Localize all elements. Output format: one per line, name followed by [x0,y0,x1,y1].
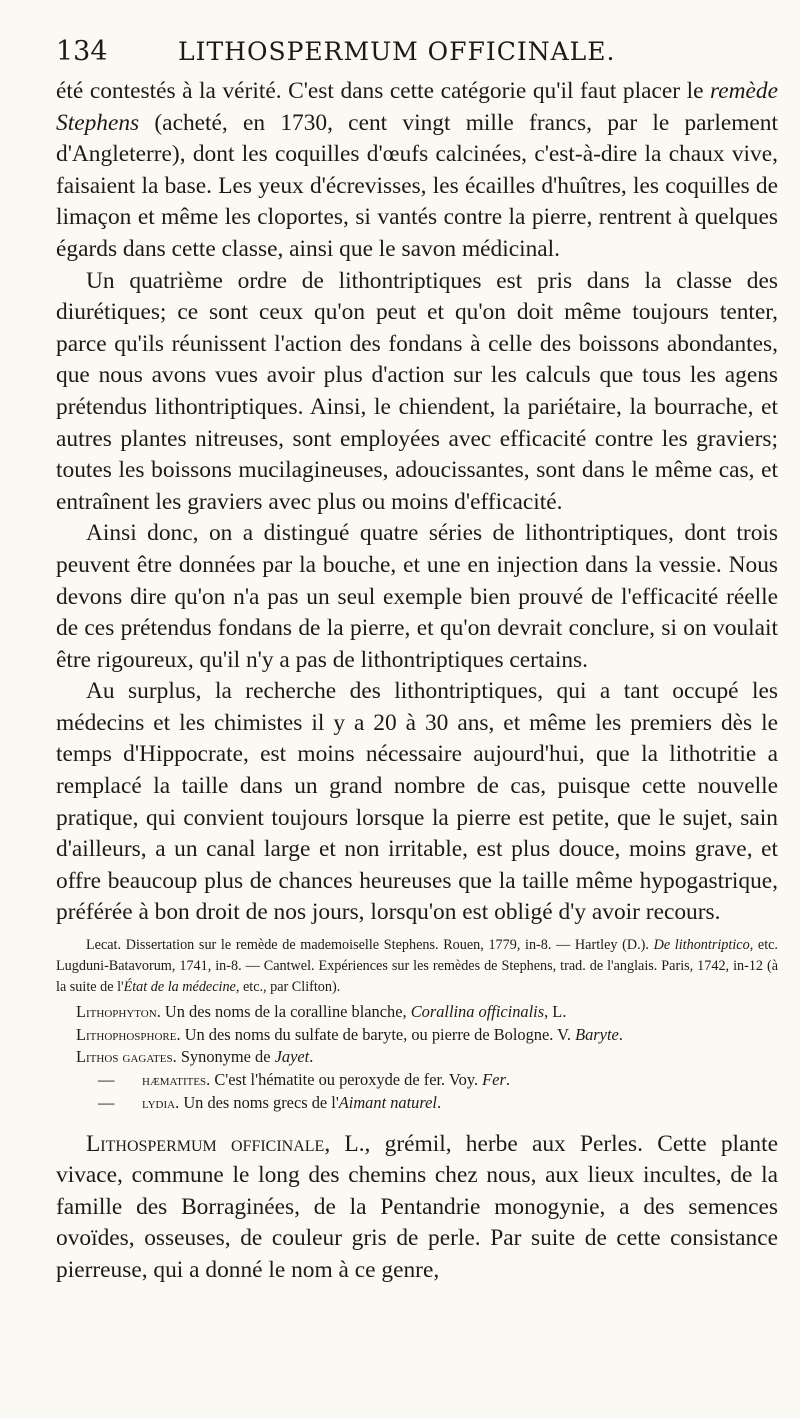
bib-italic-1: De lithontriptico [653,937,750,954]
entry-term: Lithos gagates [76,1047,173,1067]
entry-lithos-gagates [56,1046,778,1069]
running-title: LITHOSPERMUM OFFICINALE. [178,37,616,66]
bib-text-e: , etc., par Clifton). [235,979,341,996]
entry-italic: Jayet [274,1047,310,1067]
bib-text-a: Lecat. Dissertation sur le remède de mademoiselle Stephens. Rouen, 1779, in-8. — Hartley (D.). [86,937,654,954]
entry-italic: Baryte [575,1024,619,1044]
p1-text-c: (acheté, en 1730, cent vingt mille francs, par le parlement d'Angleterre), dont les coquilles d'œufs calcinées, c'est-à-dire la chaux vive, faisaient la base. Les yeux d'écrevisses, les écailles d'huîtres, les coquilles de limaçon et même les cloportes, si vantés contre la pierre, rentrent à quelques égards dans cette classe, ainsi que le savon médicinal. [56,109,778,262]
entry-tail: . [618,1024,623,1044]
entry-italic: Aimant naturel [338,1092,437,1112]
p1-text-a: été contestés à la vérité. C'est dans cette catégorie qu'il faut placer le [56,78,711,104]
paragraph-3: Ainsi donc, on a distingué quatre séries de lithontriptiques, dont trois peuvent être données par la bouche, et une en injection dans la vessie. Nous devons dire qu'on n'a pas un seul exemple bien prouvé de l'efficacité réelle de ces prétendus fondans de la pierre, et qu'on devrait conclure, si on voulait être rigoureux, qu'il n'y a pas de lithontriptiques certains. [56,520,778,673]
page-header [56,36,778,76]
entry-text: . Un des noms du sulfate de baryte, ou pierre de Bologne. V. [176,1024,576,1044]
entry-term: Lithophyton [76,1002,157,1022]
paragraph-1 [56,76,778,266]
entry-lithophosphore [56,1024,778,1047]
p1-italic: remède Stephens [56,78,778,136]
final-paragraph [56,1129,778,1287]
entry-lithophyton [56,1001,778,1024]
entry-italic: Fer [482,1070,506,1090]
entry-tail: . [436,1092,442,1112]
paragraph-4: Au surplus, la recherche des lithontriptiques, qui a tant occupé les médecins et les chimistes il y a 20 à 30 ans, et même les premiers dès le temps d'Hippocrate, est moins nécessaire aujourd'hui, que la lithotritie a remplacé la taille dans un grand nombre de cas, puisque cette nouvelle pratique, qui convient toujours lorsque la pierre est petite, que le sujet, sain d'ailleurs, a un canal large et non irritable, est plus douce, moins grave, et offre beaucoup plus de chances heureuses que la taille même hypogastrique, préférée à bon droit de nos jours, lorsqu'on est obligé d'y avoir recours. [56,678,778,926]
entry-tail: . [505,1070,510,1090]
entry-term: hæmatites [142,1070,207,1090]
entry-lydia [56,1092,778,1115]
entry-dash: — [98,1092,115,1112]
bibliography [56,935,778,998]
final-term: Lithospermum officinale [86,1130,325,1157]
entry-term: Lithophosphore [76,1024,177,1044]
entry-text: . C'est l'hématite ou peroxyde de fer. Voy. [206,1070,483,1090]
entry-italic: Corallina officinalis [410,1002,545,1022]
entry-text: . Un des noms de la coralline blanche, [156,1002,411,1022]
entry-tail: . [309,1047,314,1067]
bib-text-c: , etc. Lugduni-Batavorum, 1741, in-8. — Cantwel. Expériences sur les remèdes de Stephens, trad. de l'anglais. Paris, 1742, in-12 (à la suite de l' [56,937,778,996]
paragraph-2: Un quatrième ordre de lithontriptiques est pris dans la classe des diurétiques; ce sont ceux qu'on peut et qu'on doit même toujours tenter, parce qu'ils réunissent l'action des fondans à celle des boissons abondantes, que nous avons vues avoir plus d'action sur les calculs que tous les agens prétendus lithontriptiques. Ainsi, le chiendent, la pariétaire, la bourrache, et autres plantes nitreuses, sont employées avec efficacité contre les graviers; toutes les boissons mucilagineuses, adoucissantes, sont dans le même cas, et entraînent les graviers avec plus ou moins d'efficacité. [56,267,778,515]
entry-text: . Synonyme de [172,1047,275,1067]
page-number: 134 [56,36,108,67]
entry-term: lydia [142,1092,176,1112]
entry-haematites [56,1069,778,1092]
entry-text: . Un des noms grecs de l' [175,1092,339,1112]
main-text [56,76,778,929]
bib-italic-2: État de la médecine [123,979,236,996]
entry-tail: , L. [544,1002,567,1022]
final-text: , L., grémil, herbe aux Perles. Cette plante vivace, commune le long des chemins chez nous, aux lieux incultes, de la famille des Borraginées, de la Pentandrie monogynie, a des semences ovoïdes, osseuses, de couleur gris de perle. Par suite de cette consistance pierreuse, qui a donné le nom à ce genre, [56,1130,778,1283]
dictionary-entries [56,1001,778,1115]
entry-dash: — [98,1070,115,1090]
